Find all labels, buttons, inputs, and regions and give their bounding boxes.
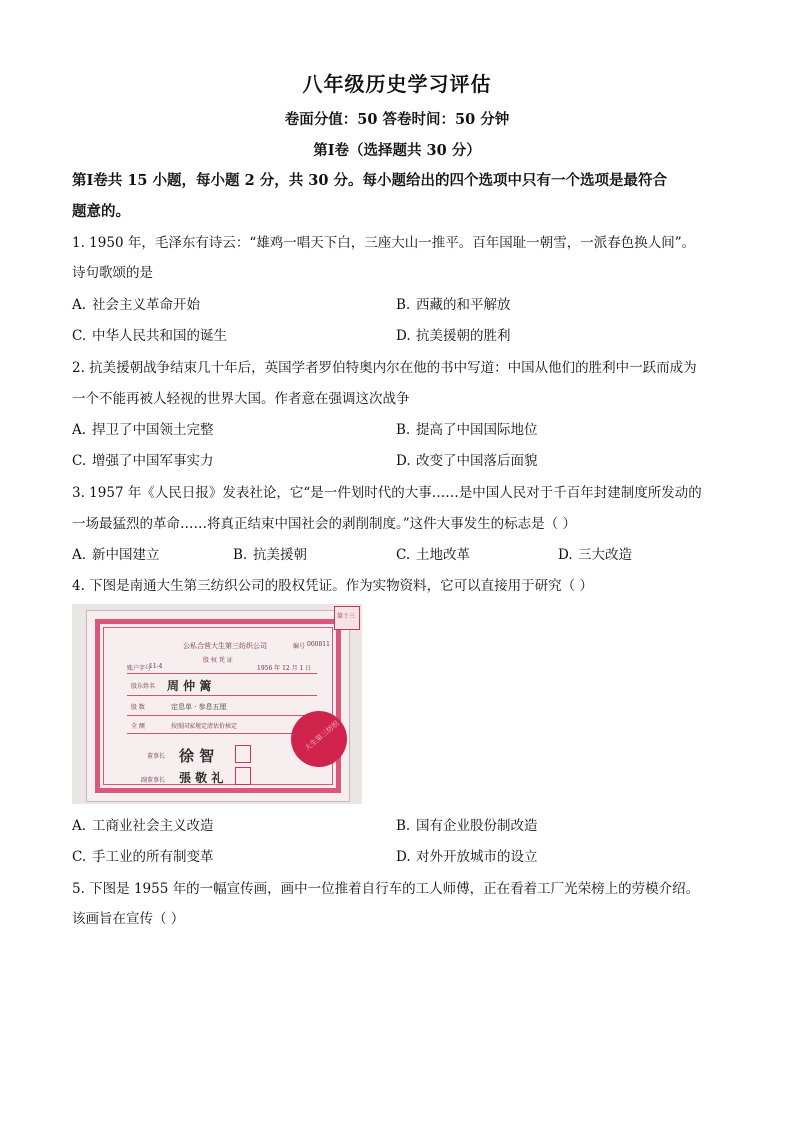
option-text: 土地改革 bbox=[416, 547, 470, 563]
option-letter: B. bbox=[396, 297, 411, 313]
certificate-red-seal bbox=[291, 711, 347, 767]
q3-option-b[interactable] bbox=[233, 545, 307, 565]
option-text: 抗美援朝的胜利 bbox=[416, 328, 511, 344]
certificate-chairman-label: 董事长 bbox=[147, 753, 166, 760]
certificate-paper bbox=[86, 610, 350, 802]
certificate-vice-label: 副董事长 bbox=[141, 777, 166, 784]
option-letter: A. bbox=[72, 422, 87, 438]
option-letter: C. bbox=[72, 328, 87, 344]
q1-option-a[interactable] bbox=[72, 295, 200, 315]
option-text: 手工业的所有制变革 bbox=[92, 849, 214, 865]
question-1-line-2: 诗句歌颂的是 bbox=[72, 265, 153, 281]
option-letter: A. bbox=[72, 547, 87, 563]
q3-option-a[interactable] bbox=[72, 545, 160, 565]
question-3-line-1: 3. 1957 年《人民日报》发表社论，它“是一件划时代的大事……是中国人民对于千百年封建制度所发动的 bbox=[72, 485, 702, 501]
option-text: 改变了中国落后面貌 bbox=[416, 453, 538, 469]
option-letter: C. bbox=[72, 849, 87, 865]
option-text: 工商业社会主义改造 bbox=[92, 818, 214, 834]
option-text: 对外开放城市的设立 bbox=[416, 849, 538, 865]
q4-option-a[interactable] bbox=[72, 816, 214, 836]
certificate-date: 1956 年 12 月 1 日 bbox=[257, 665, 312, 672]
q2-option-a[interactable] bbox=[72, 420, 214, 440]
certificate-name-stamp bbox=[235, 745, 251, 763]
option-text: 社会主义革命开始 bbox=[92, 297, 200, 313]
question-4-line-1: 4. 下图是南通大生第三纺织公司的股权凭证。作为实物资料，它可以直接用于研究（ ） bbox=[72, 578, 593, 594]
option-letter: A. bbox=[72, 297, 87, 313]
option-letter: D. bbox=[558, 547, 573, 563]
exam-meta: 卷面分值：50 答卷时间：50 分钟 bbox=[284, 111, 510, 128]
q4-option-b[interactable] bbox=[396, 816, 538, 836]
certificate-batch: 11-4 bbox=[149, 663, 163, 670]
option-text: 捍卫了中国领土完整 bbox=[92, 422, 214, 438]
q2-option-c[interactable] bbox=[72, 451, 214, 471]
certificate-vice-signature: 張 敬 礼 bbox=[179, 771, 224, 785]
certificate-row3-value: 按照国家规定清估价核定 bbox=[171, 723, 238, 730]
q2-option-d[interactable] bbox=[396, 451, 538, 471]
option-letter: D. bbox=[396, 328, 411, 344]
share-certificate-image bbox=[72, 604, 362, 804]
certificate-company: 公私合营大生第三纺织公司 bbox=[183, 642, 267, 650]
page-title: 八年级历史学习评估 bbox=[302, 72, 492, 96]
certificate-corner-label bbox=[334, 606, 360, 630]
q1-option-d[interactable] bbox=[396, 326, 511, 346]
question-2-line-1: 2. 抗美援朝战争结束几十年后，英国学者罗伯特奥内尔在他的书中写道：中国从他们的胜利中一跃而成为 bbox=[72, 360, 697, 376]
option-letter: B. bbox=[396, 818, 411, 834]
question-1-line-1: 1. 1950 年，毛泽东有诗云：“雄鸡一唱天下白，三座大山一推平。百年国耻一朝雪，一派春色换人间”。 bbox=[72, 235, 696, 251]
section-heading: 第Ⅰ卷（选择题共 30 分） bbox=[313, 142, 481, 159]
instructions-line-1: 第Ⅰ卷共 15 小题，每小题 2 分，共 30 分。每小题给出的四个选项中只有一个选项是最符合 bbox=[72, 172, 668, 189]
certificate-rule bbox=[127, 715, 317, 716]
certificate-title: 股 权 凭 证 bbox=[203, 657, 233, 664]
certificate-corner-text: 第十三 bbox=[337, 613, 356, 620]
option-text: 抗美援朝 bbox=[253, 547, 307, 563]
question-5-line-1: 5. 下图是 1955 年的一幅宣传画，画中一位推着自行车的工人师傅，正在看着工厂光荣榜上的劳模介绍。 bbox=[72, 881, 700, 897]
q1-option-c[interactable] bbox=[72, 326, 227, 346]
certificate-row1-value: 周 仲 篱 bbox=[167, 679, 212, 693]
option-letter: D. bbox=[396, 849, 411, 865]
q1-option-b[interactable] bbox=[396, 295, 511, 315]
option-text: 国有企业股份制改造 bbox=[416, 818, 538, 834]
question-2-line-2: 一个不能再被人轻视的世界大国。作者意在强调这次战争 bbox=[72, 391, 410, 407]
q4-option-c[interactable] bbox=[72, 847, 214, 867]
option-letter: D. bbox=[396, 453, 411, 469]
option-text: 三大改造 bbox=[578, 547, 632, 563]
option-text: 中华人民共和国的诞生 bbox=[92, 328, 227, 344]
q3-option-c[interactable] bbox=[396, 545, 470, 565]
certificate-serial-label: 编号 bbox=[293, 643, 306, 650]
option-letter: A. bbox=[72, 818, 87, 834]
option-text: 增强了中国军事实力 bbox=[92, 453, 214, 469]
certificate-chairman-signature: 徐 智 bbox=[179, 747, 215, 765]
option-text: 西藏的和平解放 bbox=[416, 297, 511, 313]
certificate-rule bbox=[127, 673, 317, 674]
certificate-serial: 000811 bbox=[307, 641, 330, 648]
question-5-line-2: 该画旨在宣传（ ） bbox=[72, 911, 185, 927]
instructions-line-2: 题意的。 bbox=[72, 203, 130, 220]
option-letter: C. bbox=[72, 453, 87, 469]
certificate-rule bbox=[127, 733, 317, 734]
q2-option-b[interactable] bbox=[396, 420, 538, 440]
option-text: 新中国建立 bbox=[92, 547, 160, 563]
certificate-rule bbox=[127, 695, 317, 696]
certificate-row2-label: 股 数 bbox=[131, 704, 145, 711]
certificate-name-stamp bbox=[235, 767, 251, 785]
option-letter: B. bbox=[396, 422, 411, 438]
certificate-row2-value: 定息单 · 参息五厘 bbox=[171, 703, 227, 711]
certificate-seal-text: 大生第三纺织 bbox=[303, 719, 341, 753]
question-3-line-2: 一场最猛烈的革命……将真正结束中国社会的剥削制度。”这件大事发生的标志是（ ） bbox=[72, 516, 576, 532]
option-text: 提高了中国国际地位 bbox=[416, 422, 538, 438]
q3-option-d[interactable] bbox=[558, 545, 632, 565]
q4-option-d[interactable] bbox=[396, 847, 538, 867]
certificate-row1-label: 股东姓名 bbox=[131, 683, 156, 690]
option-letter: C. bbox=[396, 547, 411, 563]
option-letter: B. bbox=[233, 547, 248, 563]
certificate-row3-label: 全 额 bbox=[131, 723, 145, 730]
certificate-batch-label: 账户字号 bbox=[127, 665, 152, 672]
